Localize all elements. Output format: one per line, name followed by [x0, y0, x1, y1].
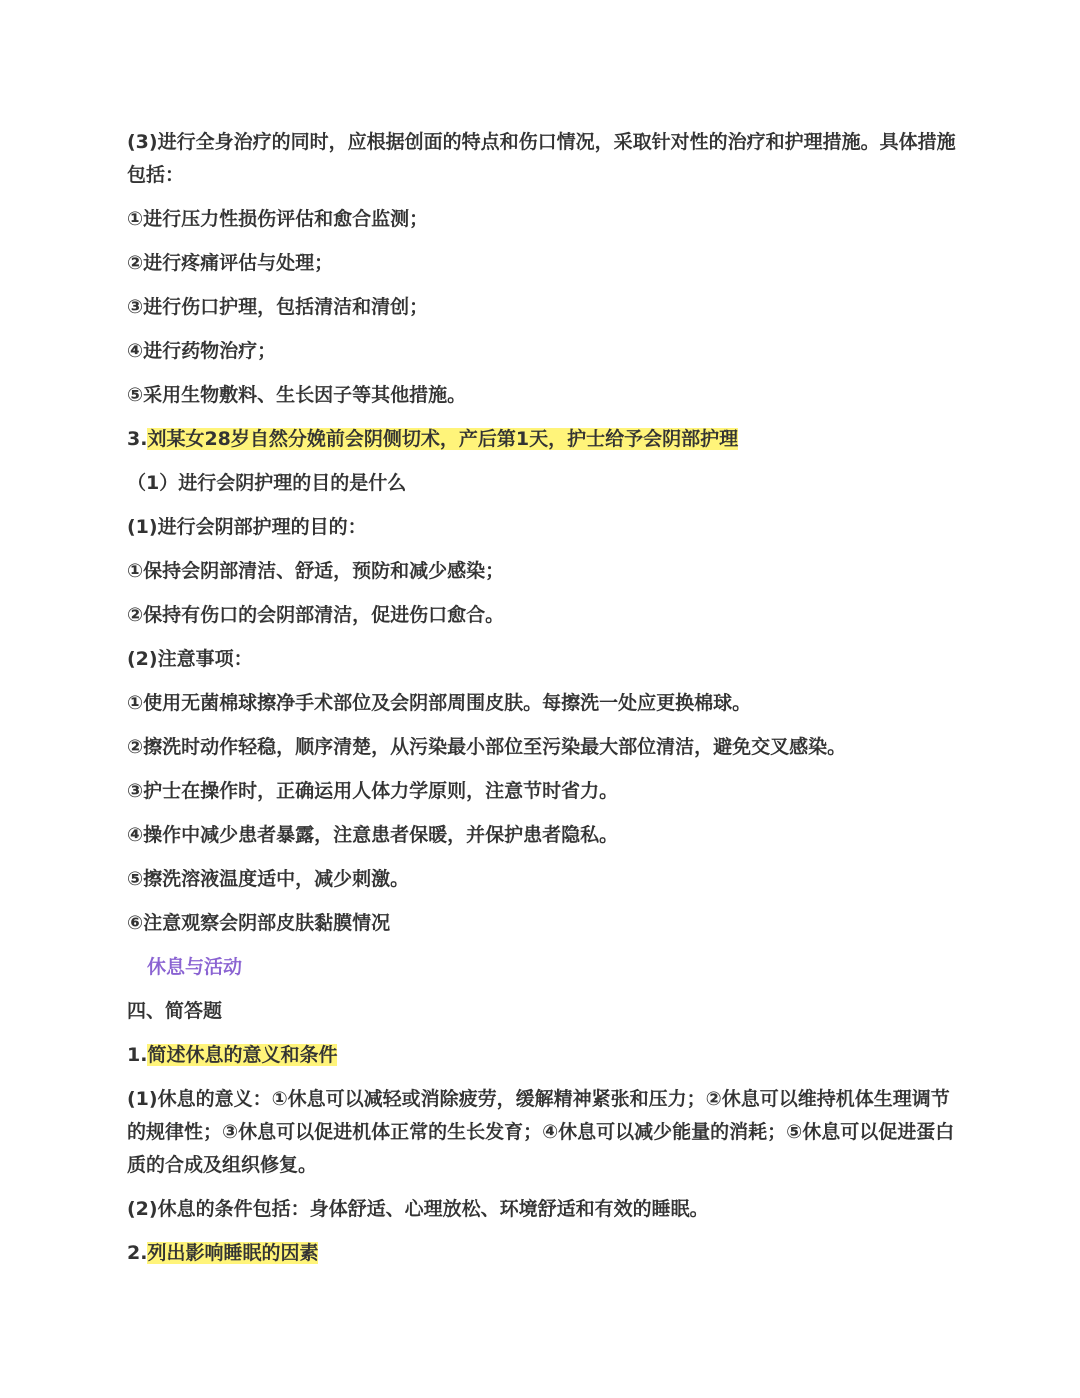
document-body [127, 126, 957, 1281]
list-item: ①进行压力性损伤评估和愈合监测； [127, 208, 429, 230]
question-number: 2. [127, 1242, 148, 1264]
highlighted-question-text: 列出影响睡眠的因素 [147, 1242, 319, 1264]
list-item: ①保持会阴部清洁、舒适，预防和减少感染； [127, 560, 505, 582]
paragraph-treatment-intro: (3)进行全身治疗的同时，应根据创面的特点和伤口情况，采取针对性的治疗和护理措施。具体措施包括： [127, 131, 956, 186]
answer-title: (2)注意事项： [127, 648, 253, 670]
list-item: ③护士在操作时，正确运用人体力学原则，注意节时省力。 [127, 780, 619, 802]
answer-paragraph: (1)休息的意义：①休息可以减轻或消除疲劳，缓解精神紧张和压力；②休息可以维持机体生理调节的规律性；③休息可以促进机体正常的生长发育；④休息可以减少能量的消耗；⑤休息可以促进蛋白质的合成及组织修复。 [127, 1088, 955, 1176]
list-item: ②进行疼痛评估与处理； [127, 252, 334, 274]
list-item: ④操作中减少患者暴露，注意患者保暖，并保护患者隐私。 [127, 824, 619, 846]
short-question-2-heading [127, 1237, 957, 1270]
question-number: 1. [127, 1044, 148, 1066]
list-item: ⑤擦洗溶液温度适中，减少刺激。 [127, 868, 410, 890]
list-item: ①使用无菌棉球擦净手术部位及会阴部周围皮肤。每擦洗一处应更换棉球。 [127, 692, 752, 714]
short-question-1-heading [127, 1039, 957, 1072]
sub-question: （1）进行会阴护理的目的是什么 [127, 472, 407, 494]
answer-paragraph: (2)休息的条件包括：身体舒适、心理放松、环境舒适和有效的睡眠。 [127, 1198, 709, 1220]
part-title: 四、简答题 [127, 1000, 223, 1022]
question-number: 3. [127, 428, 148, 450]
highlighted-question-text: 简述休息的意义和条件 [147, 1044, 338, 1066]
list-item: ⑥注意观察会阴部皮肤黏膜情况 [127, 912, 391, 934]
list-item: ④进行药物治疗； [127, 340, 277, 362]
answer-title: (1)进行会阴部护理的目的： [127, 516, 367, 538]
section-title: 休息与活动 [147, 956, 243, 978]
list-item: ②保持有伤口的会阴部清洁，促进伤口愈合。 [127, 604, 505, 626]
highlighted-question-text: 刘某女28岁自然分娩前会阴侧切术，产后第1天，护士给予会阴部护理 [147, 428, 739, 450]
list-item: ⑤采用生物敷料、生长因子等其他措施。 [127, 384, 467, 406]
question-3-heading [127, 423, 957, 456]
list-item: ②擦洗时动作轻稳，顺序清楚，从污染最小部位至污染最大部位清洁，避免交叉感染。 [127, 736, 847, 758]
list-item: ③进行伤口护理，包括清洁和清创； [127, 296, 429, 318]
